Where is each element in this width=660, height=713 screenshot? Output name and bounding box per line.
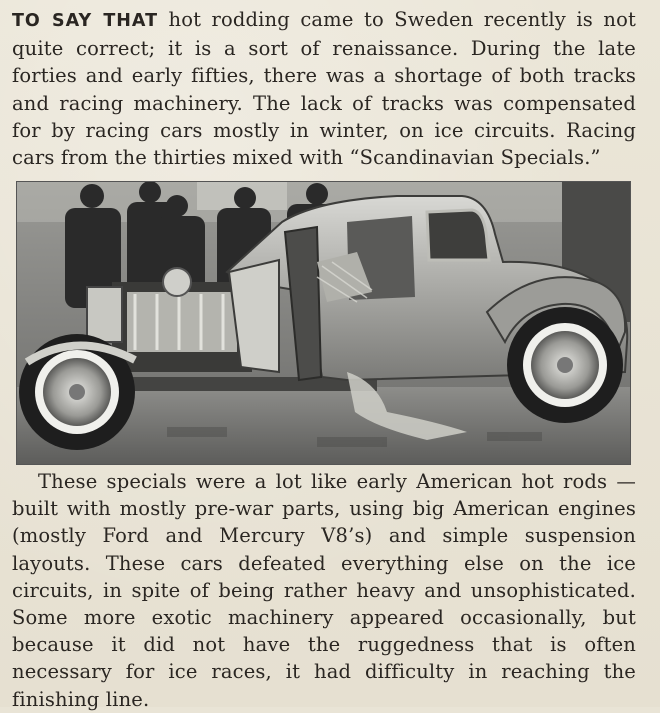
paragraph-lead-in: TO SAY THAT	[12, 11, 159, 31]
hot-rod-photo	[16, 181, 631, 465]
article-paragraph-continued	[12, 468, 636, 713]
hot-rod-photo-drawing	[17, 182, 630, 464]
continued-paragraph-text: These specials were a lot like early American hot rods — built with mostly pre-war parts, using big American engines (mostly Ford and Mercury V8’s) and simple suspension layouts. These cars defeated everything else on the ice circuits, in spite of being rather heavy and unsophisticated. Some more exotic machinery appeared occasionally, but because it did not have the ruggedness that is often necessary for ice races, it had difficulty in reaching the finishing line.	[12, 470, 636, 711]
intro-paragraph-text	[12, 6, 636, 171]
intro-paragraph-body: hot rodding came to Sweden recently is not quite correct; it is a sort of renaissance. During the late forties and early fifties, there was a shortage of both tracks and racing machinery. The lack of tracks was compensated for by racing cars mostly in winter, on ice circuits. Racing cars from the thirties mixed with “Scandinavian Specials.”	[12, 8, 636, 170]
article-paragraph-intro	[12, 6, 636, 171]
